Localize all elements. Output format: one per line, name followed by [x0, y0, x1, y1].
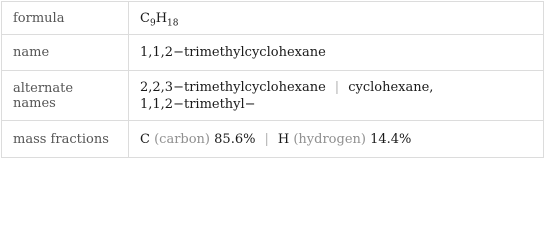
mass-fractions-label: mass fractions — [2, 121, 129, 158]
table-row — [2, 35, 544, 71]
carbon-symbol: C — [140, 131, 150, 147]
formula-hydrogen-symbol: H — [155, 10, 168, 26]
mass-fractions-value — [129, 121, 544, 158]
formula-hydrogen-count: 18 — [167, 18, 179, 29]
table-row — [2, 121, 544, 158]
formula-carbon-count: 9 — [149, 18, 156, 29]
properties-table — [1, 1, 544, 158]
separator: | — [334, 79, 340, 95]
alternate-name-2-start: cyclohexane, — [348, 79, 434, 95]
table-row — [2, 71, 544, 121]
alternate-name-1: 2,2,3−trimethylcyclohexane — [140, 79, 326, 95]
formula-value — [129, 2, 544, 35]
alternate-names-value — [129, 71, 544, 121]
name-label: name — [2, 35, 129, 71]
alternate-names-line-2: 1,1,2−trimethyl− — [140, 96, 256, 112]
carbon-element-name: (carbon) — [154, 131, 211, 147]
separator: | — [264, 131, 269, 147]
alternate-names-line-1 — [140, 79, 532, 96]
carbon-percent: 85.6% — [214, 131, 256, 147]
table-row — [2, 2, 544, 35]
alternate-names-label: alternate names — [2, 71, 129, 121]
formula-label: formula — [2, 2, 129, 35]
hydrogen-percent: 14.4% — [370, 131, 412, 147]
hydrogen-element-name: (hydrogen) — [293, 131, 366, 147]
hydrogen-symbol: H — [277, 131, 290, 147]
formula-carbon-symbol: C — [140, 10, 150, 26]
name-value: 1,1,2−trimethylcyclohexane — [129, 35, 544, 71]
